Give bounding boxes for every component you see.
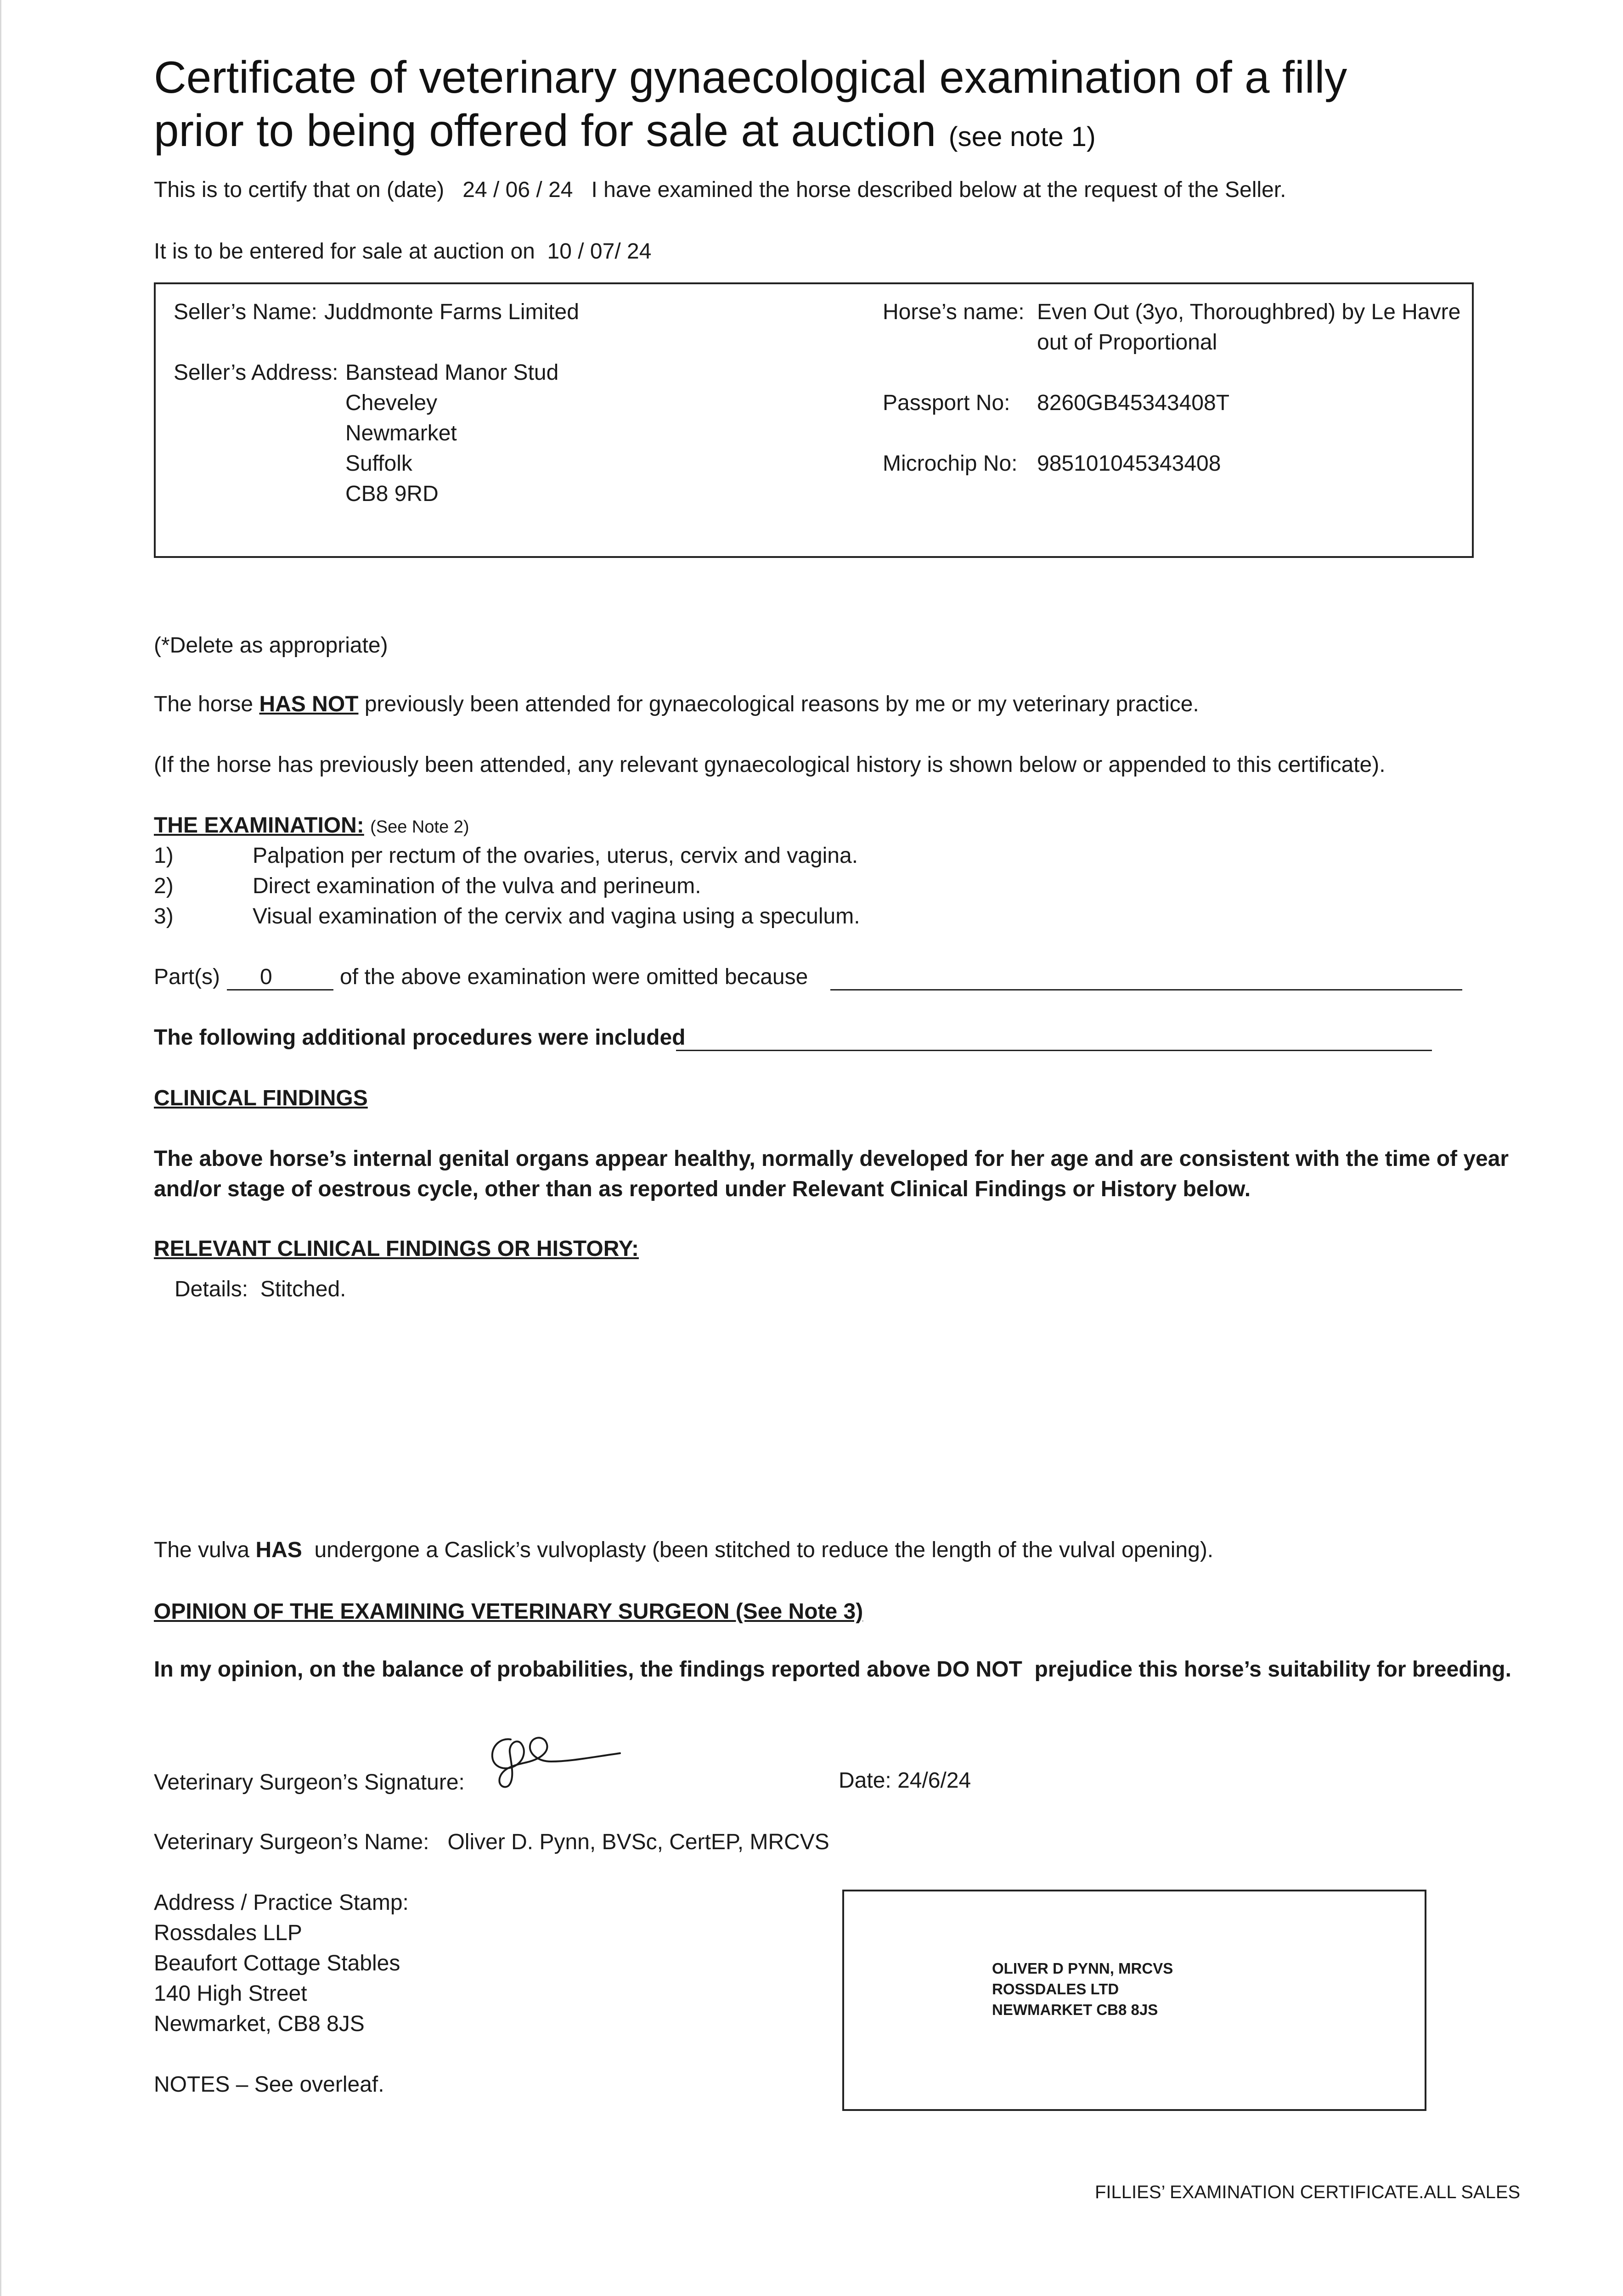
horse-name-label: Horse’s name: [883,300,1025,324]
practice-label: Address / Practice Stamp: [154,1891,409,1915]
additional-procedures: The following additional procedures were included [154,1025,686,1050]
auction-date: 10 / 07/ 24 [547,239,652,264]
signature-date-line: Date: 24/6/24 [839,1768,971,1793]
microchip-number: 985101045343408 [1037,451,1221,476]
omitted-suffix: of the above examination were omitted because [340,965,808,989]
horse-name: Even Out (3yo, Thoroughbred) by Le Havre [1037,300,1461,324]
relevant-heading: RELEVANT CLINICAL FINDINGS OR HISTORY: [154,1237,639,1261]
clinical-text-line: and/or stage of oestrous cycle, other than as reported under Relevant Clinical Findings or History below. [154,1177,1251,1201]
document-title [154,51,1347,163]
stamp-line: OLIVER D PYNN, MRCVS [992,1960,1173,1977]
surgeon-name-line: Veterinary Surgeon’s Name: Oliver D. Pynn, BVSc, CertEP, MRCVS [154,1830,829,1854]
signature-label: Veterinary Surgeon’s Signature: [154,1770,465,1795]
exam-date: 24 / 06 / 24 [462,178,573,202]
notes-line: NOTES – See overleaf. [154,2072,384,2097]
omitted-prefix: Part(s) [154,965,220,989]
microchip-label: Microchip No: [883,451,1018,476]
title-line-2: prior to being offered for sale at auction (see note 1) [154,105,1096,156]
opinion-status: DO NOT [936,1657,1022,1682]
examination-heading: THE EXAMINATION: (See Note 2) [154,813,469,838]
vulva-status: HAS [255,1538,302,1562]
title-note: (see note 1) [948,121,1096,152]
seller-name: Juddmonte Farms Limited [324,300,579,324]
omitted-field-line [227,989,333,990]
horse-name-cont: out of Proportional [1037,330,1217,355]
details-value: Stitched. [260,1277,346,1301]
certify-line: This is to certify that on (date) 24 / 06 / 24 I have examined the horse described below at the request of the Seller. [154,178,1286,202]
title-line-1: Certificate of veterinary gynaecological examination of a filly [154,52,1347,102]
practice-address-line: 140 High Street [154,1981,307,2006]
seller-address-line: Cheveley [345,391,438,415]
passport-label: Passport No: [883,391,1010,415]
examination-note: (See Note 2) [370,817,469,837]
exam-item-text: Visual examination of the cervix and vagina using a speculum. [253,904,860,929]
exam-item-num: 1) [154,844,174,868]
exam-item-num: 2) [154,874,174,898]
attended-line: The horse HAS NOT previously been attended for gynaecological reasons by me or my veterinary practice. [154,692,1199,716]
seller-address-line: Newmarket [345,421,457,445]
signature-image [482,1717,629,1791]
page-edge [0,0,1,2296]
omitted-value: 0 [260,965,272,989]
attended-status: HAS NOT [259,692,359,716]
seller-address-line: Suffolk [345,451,412,476]
exam-item-text: Palpation per rectum of the ovaries, uterus, cervix and vagina. [253,844,858,868]
omitted-reason-line [830,989,1462,990]
additional-procedures-line [676,1050,1432,1051]
opinion-text: In my opinion, on the balance of probabilities, the findings reported above DO NOT prejudice this horse’s suitability for breeding. [154,1657,1511,1682]
exam-item-num: 3) [154,904,174,929]
details-label: Details: [175,1277,248,1301]
seller-address-line: Banstead Manor Stud [345,360,559,385]
clinical-heading: CLINICAL FINDINGS [154,1086,368,1110]
auction-line: It is to be entered for sale at auction on 10 / 07/ 24 [154,239,652,264]
footer-label: FILLIES’ EXAMINATION CERTIFICATE.ALL SALES [1095,2182,1521,2202]
details-line [175,1275,346,1304]
seller-name-label: Seller’s Name: [174,300,318,324]
seller-address-line: CB8 9RD [345,482,439,506]
opinion-heading: OPINION OF THE EXAMINING VETERINARY SURGEON (See Note 3) [154,1599,863,1624]
seller-address-label: Seller’s Address: [174,360,338,385]
history-note: (If the horse has previously been attended, any relevant gynaecological history is shown below or appended to this certificate). [154,753,1386,777]
practice-address-line: Newmarket, CB8 8JS [154,2012,365,2036]
stamp-line: ROSSDALES LTD [992,1981,1119,1998]
clinical-text-line: The above horse’s internal genital organs appear healthy, normally developed for her age and are consistent with the time of year [154,1147,1509,1171]
surgeon-name: Oliver D. Pynn, BVSc, CertEP, MRCVS [447,1830,829,1854]
exam-item-text: Direct examination of the vulva and perineum. [253,874,701,898]
practice-address-line: Beaufort Cottage Stables [154,1951,400,1975]
delete-note: (*Delete as appropriate) [154,633,388,658]
practice-address-line: Rossdales LLP [154,1921,302,1945]
passport-number: 8260GB45343408T [1037,391,1230,415]
stamp-line: NEWMARKET CB8 8JS [992,2001,1158,2018]
signature-date: 24/6/24 [897,1768,971,1793]
vulva-line: The vulva HAS undergone a Caslick’s vulvoplasty (been stitched to reduce the length of the vulval opening). [154,1538,1214,1562]
